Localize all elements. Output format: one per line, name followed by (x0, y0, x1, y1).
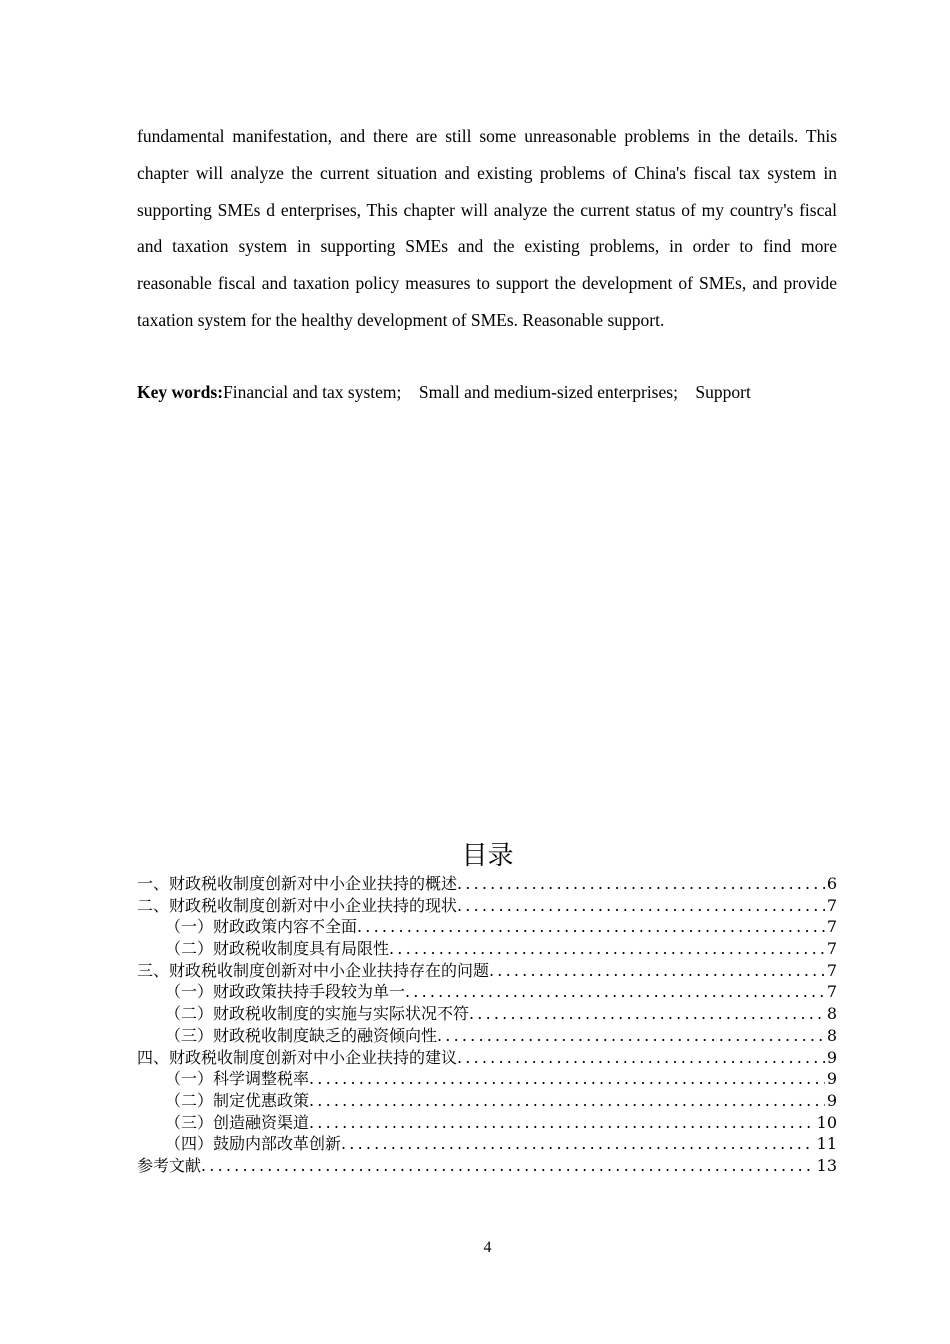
toc-entry[interactable] (137, 916, 837, 938)
toc-dot-leader (457, 895, 825, 917)
toc-page-number: 7 (826, 895, 837, 915)
toc-dot-leader (437, 1025, 825, 1047)
toc-dot-leader (309, 1112, 815, 1134)
toc-entry[interactable] (137, 960, 837, 982)
abstract-paragraph: fundamental manifestation, and there are still some unreasonable problems in the details. This chapter will analyze the current situation and existing problems of China's fiscal tax system in supporting SMEs d enterprises, This chapter will analyze the current status of my country's fiscal and taxation system in supporting SMEs and the existing problems, in order to find more reasonable fiscal and taxation policy measures to support the development of SMEs, and provide taxation system for the healthy development of SMEs. Reasonable support. (137, 126, 837, 330)
toc-page-number: 7 (826, 939, 837, 959)
toc-entry-text: 四、财政税收制度创新对中小企业扶持的建议 (137, 1047, 458, 1067)
toc-page-number: 9 (826, 1069, 837, 1089)
toc-entry-text: （一）财政政策扶持手段较为单一 (165, 982, 406, 1002)
toc-page-number: 9 (826, 1047, 837, 1067)
table-of-contents (137, 873, 837, 1177)
toc-dot-leader (341, 1133, 815, 1155)
toc-page-number: 10 (816, 1112, 837, 1132)
toc-page-number: 11 (816, 1134, 837, 1154)
toc-dot-leader (309, 1068, 825, 1090)
toc-entry[interactable] (137, 1068, 837, 1090)
toc-page-number: 6 (826, 874, 837, 893)
toc-entry-text: 一、财政税收制度创新对中小企业扶持的概述 (137, 874, 458, 893)
keywords-line (137, 374, 837, 411)
toc-entry-text: 二、财政税收制度创新对中小企业扶持的现状 (137, 895, 458, 915)
toc-dot-leader (389, 938, 825, 960)
toc-entry[interactable] (137, 1112, 837, 1134)
toc-entry[interactable] (137, 1155, 837, 1177)
toc-entry-text: （二）财政税收制度具有局限性 (165, 939, 390, 959)
toc-entry-text: （三）财政税收制度缺乏的融资倾向性 (165, 1025, 438, 1045)
toc-entry[interactable] (137, 873, 837, 895)
toc-entry[interactable] (137, 1133, 837, 1155)
toc-dot-leader (457, 1047, 825, 1069)
keywords-value: Financial and tax system; Small and medium-sized enterprises; Support (223, 382, 751, 402)
toc-entry-text: （二）财政税收制度的实施与实际状况不符 (165, 1004, 470, 1024)
toc-entry-text: （二）制定优惠政策 (165, 1090, 310, 1110)
toc-entry-text: 参考文献 (137, 1155, 202, 1175)
toc-title: 目录 (461, 841, 514, 871)
toc-entry-text: （一）财政政策内容不全面 (165, 917, 358, 937)
toc-dot-leader (309, 1090, 825, 1112)
toc-entry[interactable] (137, 981, 837, 1003)
toc-dot-leader (357, 916, 825, 938)
toc-entry-text: （三）创造融资渠道 (165, 1112, 310, 1132)
page-number: 4 (483, 1239, 492, 1256)
toc-entry[interactable] (137, 1047, 837, 1069)
toc-entry[interactable] (137, 1003, 837, 1025)
keywords-label: Key words: (137, 382, 224, 402)
toc-dot-leader (201, 1155, 815, 1177)
toc-page-number: 7 (826, 960, 837, 980)
toc-page-number: 9 (826, 1090, 837, 1110)
toc-page-number: 8 (826, 1004, 837, 1024)
toc-entry[interactable] (137, 895, 837, 917)
toc-dot-leader (489, 960, 825, 982)
toc-entry-text: （一）科学调整税率 (165, 1069, 310, 1089)
toc-dot-leader (457, 873, 825, 895)
toc-entry[interactable] (137, 938, 837, 960)
toc-entry[interactable] (137, 1025, 837, 1047)
toc-entry-text: 三、财政税收制度创新对中小企业扶持存在的问题 (137, 960, 490, 980)
toc-dot-leader (469, 1003, 825, 1025)
toc-dot-leader (405, 981, 825, 1003)
toc-page-number: 7 (826, 917, 837, 937)
toc-page-number: 8 (826, 1025, 837, 1045)
toc-entry[interactable] (137, 1090, 837, 1112)
toc-entry-text: （四）鼓励内部改革创新 (165, 1134, 342, 1154)
toc-page-number: 13 (816, 1155, 837, 1175)
toc-page-number: 7 (826, 982, 837, 1002)
